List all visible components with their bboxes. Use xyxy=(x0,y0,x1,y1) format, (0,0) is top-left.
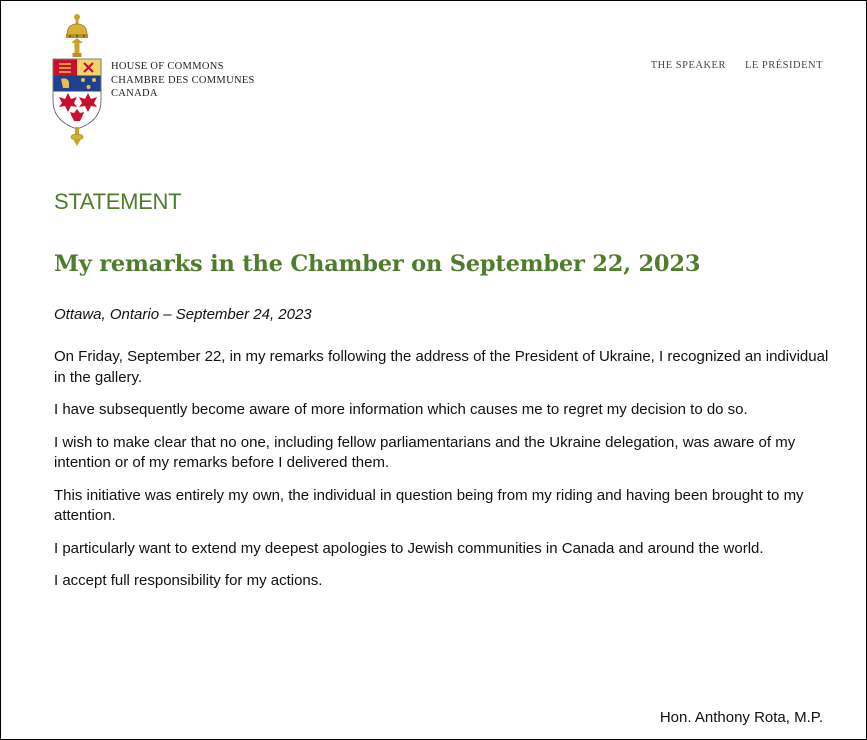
statement-title: My remarks in the Chamber on September 22, 2023 xyxy=(54,251,701,277)
statement-kicker: STATEMENT xyxy=(54,189,182,214)
the-speaker-label: THE SPEAKER xyxy=(650,60,726,71)
coat-of-arms-shield-icon xyxy=(53,59,101,129)
mace-shaft-icon xyxy=(71,127,83,146)
org-line-english: HOUSE OF COMMONS xyxy=(111,61,224,72)
paragraph: I accept full responsibility for my actions. xyxy=(54,572,323,589)
statement-body xyxy=(54,347,834,604)
dateline: Ottawa, Ontario – September 24, 2023 xyxy=(54,306,312,323)
org-line-french: CHAMBRE DES COMMUNES xyxy=(111,74,255,86)
signature: Hon. Anthony Rota, M.P. xyxy=(659,709,823,726)
paragraph: I have subsequently become aware of more information which causes me to regret my decision to do so. xyxy=(54,401,748,418)
house-of-commons-mace-logo xyxy=(51,13,103,147)
paragraph: On Friday, September 22, in my remarks following the address of the President of Ukraine, I recognized an individual in the gallery. xyxy=(54,348,829,386)
office-labels xyxy=(651,60,823,71)
crown-icon xyxy=(66,14,88,57)
organization-name xyxy=(111,60,255,101)
paragraph: I particularly want to extend my deepest apologies to Jewish communities in Canada and around the world. xyxy=(54,539,764,557)
org-line-country: CANADA xyxy=(111,88,158,99)
paragraph: I wish to make clear that no one, including fellow parliamentarians and the Ukraine delegation, was aware of my intention or of my remarks before I delivered them. xyxy=(54,433,796,471)
paragraph: This initiative was entirely my own, the individual in question being from my riding and having been brought to my attention. xyxy=(54,486,804,524)
le-president-label: LE PRÉSIDENT xyxy=(744,60,823,71)
